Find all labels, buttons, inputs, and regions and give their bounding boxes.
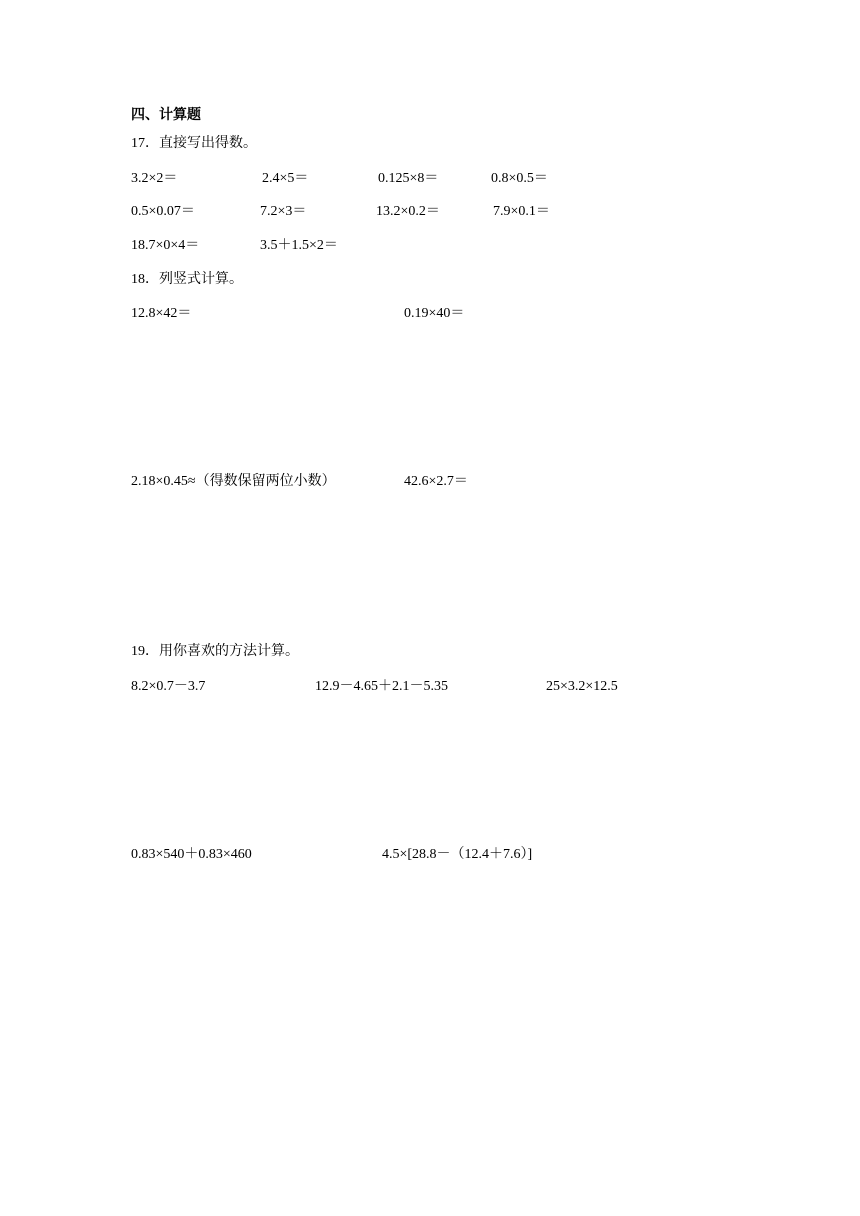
- q18-item-2: 0.19×40＝: [404, 306, 465, 321]
- question-19-title: 19．用你喜欢的方法计算。: [131, 644, 299, 659]
- q17-item-3: 0.125×8＝: [378, 171, 439, 186]
- q17-item-8: 7.9×0.1＝: [493, 204, 550, 219]
- q17-item-5: 0.5×0.07＝: [131, 204, 195, 219]
- q19-item-1: 8.2×0.7－3.7: [131, 679, 206, 694]
- question-17-title: 17．直接写出得数。: [131, 136, 257, 151]
- section-title: 四、计算题: [131, 108, 201, 123]
- q17-item-4: 0.8×0.5＝: [491, 171, 548, 186]
- q19-item-2: 12.9－4.65＋2.1－5.35: [315, 679, 448, 694]
- q17-item-7: 13.2×0.2＝: [376, 204, 440, 219]
- question-18-title: 18．列竖式计算。: [131, 272, 243, 287]
- q17-item-10: 3.5＋1.5×2＝: [260, 238, 338, 253]
- q17-item-1: 3.2×2＝: [131, 171, 178, 186]
- q19-item-5: 4.5×[28.8－（12.4＋7.6）]: [382, 847, 533, 862]
- q17-item-2: 2.4×5＝: [262, 171, 309, 186]
- q18-item-1: 12.8×42＝: [131, 306, 192, 321]
- q19-item-3: 25×3.2×12.5: [546, 679, 618, 694]
- q18-item-3: 2.18×0.45≈（得数保留两位小数）: [131, 474, 336, 489]
- q17-item-6: 7.2×3＝: [260, 204, 307, 219]
- q19-item-4: 0.83×540＋0.83×460: [131, 847, 252, 862]
- q17-item-9: 18.7×0×4＝: [131, 238, 200, 253]
- q18-item-4: 42.6×2.7＝: [404, 474, 468, 489]
